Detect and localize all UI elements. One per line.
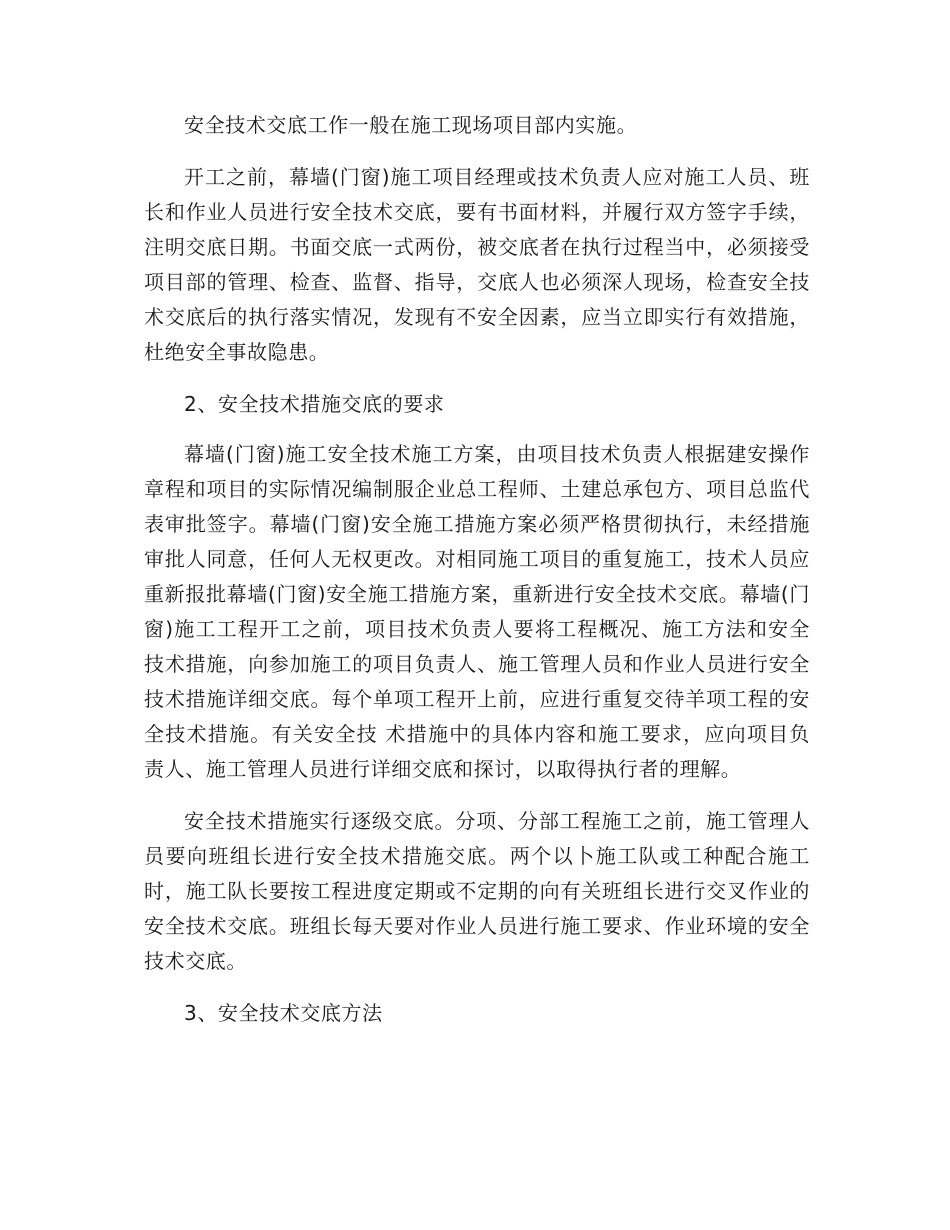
paragraph-intro: 安全技术交底工作一般在施工现场项目部内实施。 <box>184 113 638 137</box>
paragraph-measures-requirements: 幕墙(门窗)施工安全技术施工方案，由项目技术负责人根据建安操作章程和项目的实际情况编制服企业总工程师、土建总承包方、项目总监代表审批签字。幕墙(门窗)安全施工措施方案必须严格贯彻执行，未经措施审批人同意，任何人无权更改。对相同施工项目的重复施工，技术人员应重新报批幕墙(门窗)安全施工措施方案，重新进行安全技术交底。幕墙(门窗)施工工程开工之前，项目技术负责人要将工程概况、施工方法和安全技术措施，向参加施工的项目负责人、施工管理人员和作业人员进行安全技术措施详细交底。每个单项工程开上前，应进行重复交待羊项工程的安全技术措施。有关安全技 术措施中的具体内容和施工要求，应向项目负责人、施工管理人员进行详细交底和探讨，以取得执行者的理解。 <box>144 442 810 781</box>
paragraph-level-by-level: 安全技术措施实行逐级交底。分项、分部工程施工之前，施工管理人员要向班组长进行安全技术措施交底。两个以卜施工队或工种配合施工时，施工队长要按工程进度定期或不定期的向有关班组长进行交叉作业的安全技术交底。班组长每天要对作业人员进行施工要求、作业环境的安全技术交底。 <box>144 809 810 973</box>
section-heading-2: 2、安全技术措施交底的要求 <box>184 392 445 416</box>
paragraph-before-start: 开工之前，幕墙(门窗)施工项目经理或技术负责人应对施工人员、班长和作业人员进行安全技术交底，要有书面材料，并履行双方签字手续，注明交底日期。书面交底一式两份，被交底者在执行过程当中，必须接受项目部的管理、检查、监督、指导，交底人也必须深人现场，检查安全技术交底后的执行落实情况，发现有不安全因素，应当立即实行有效措施，杜绝安全事故隐患。 <box>144 165 810 364</box>
section-heading-3: 3、安全技术交底方法 <box>184 1001 383 1025</box>
document-body <box>144 108 810 1046</box>
